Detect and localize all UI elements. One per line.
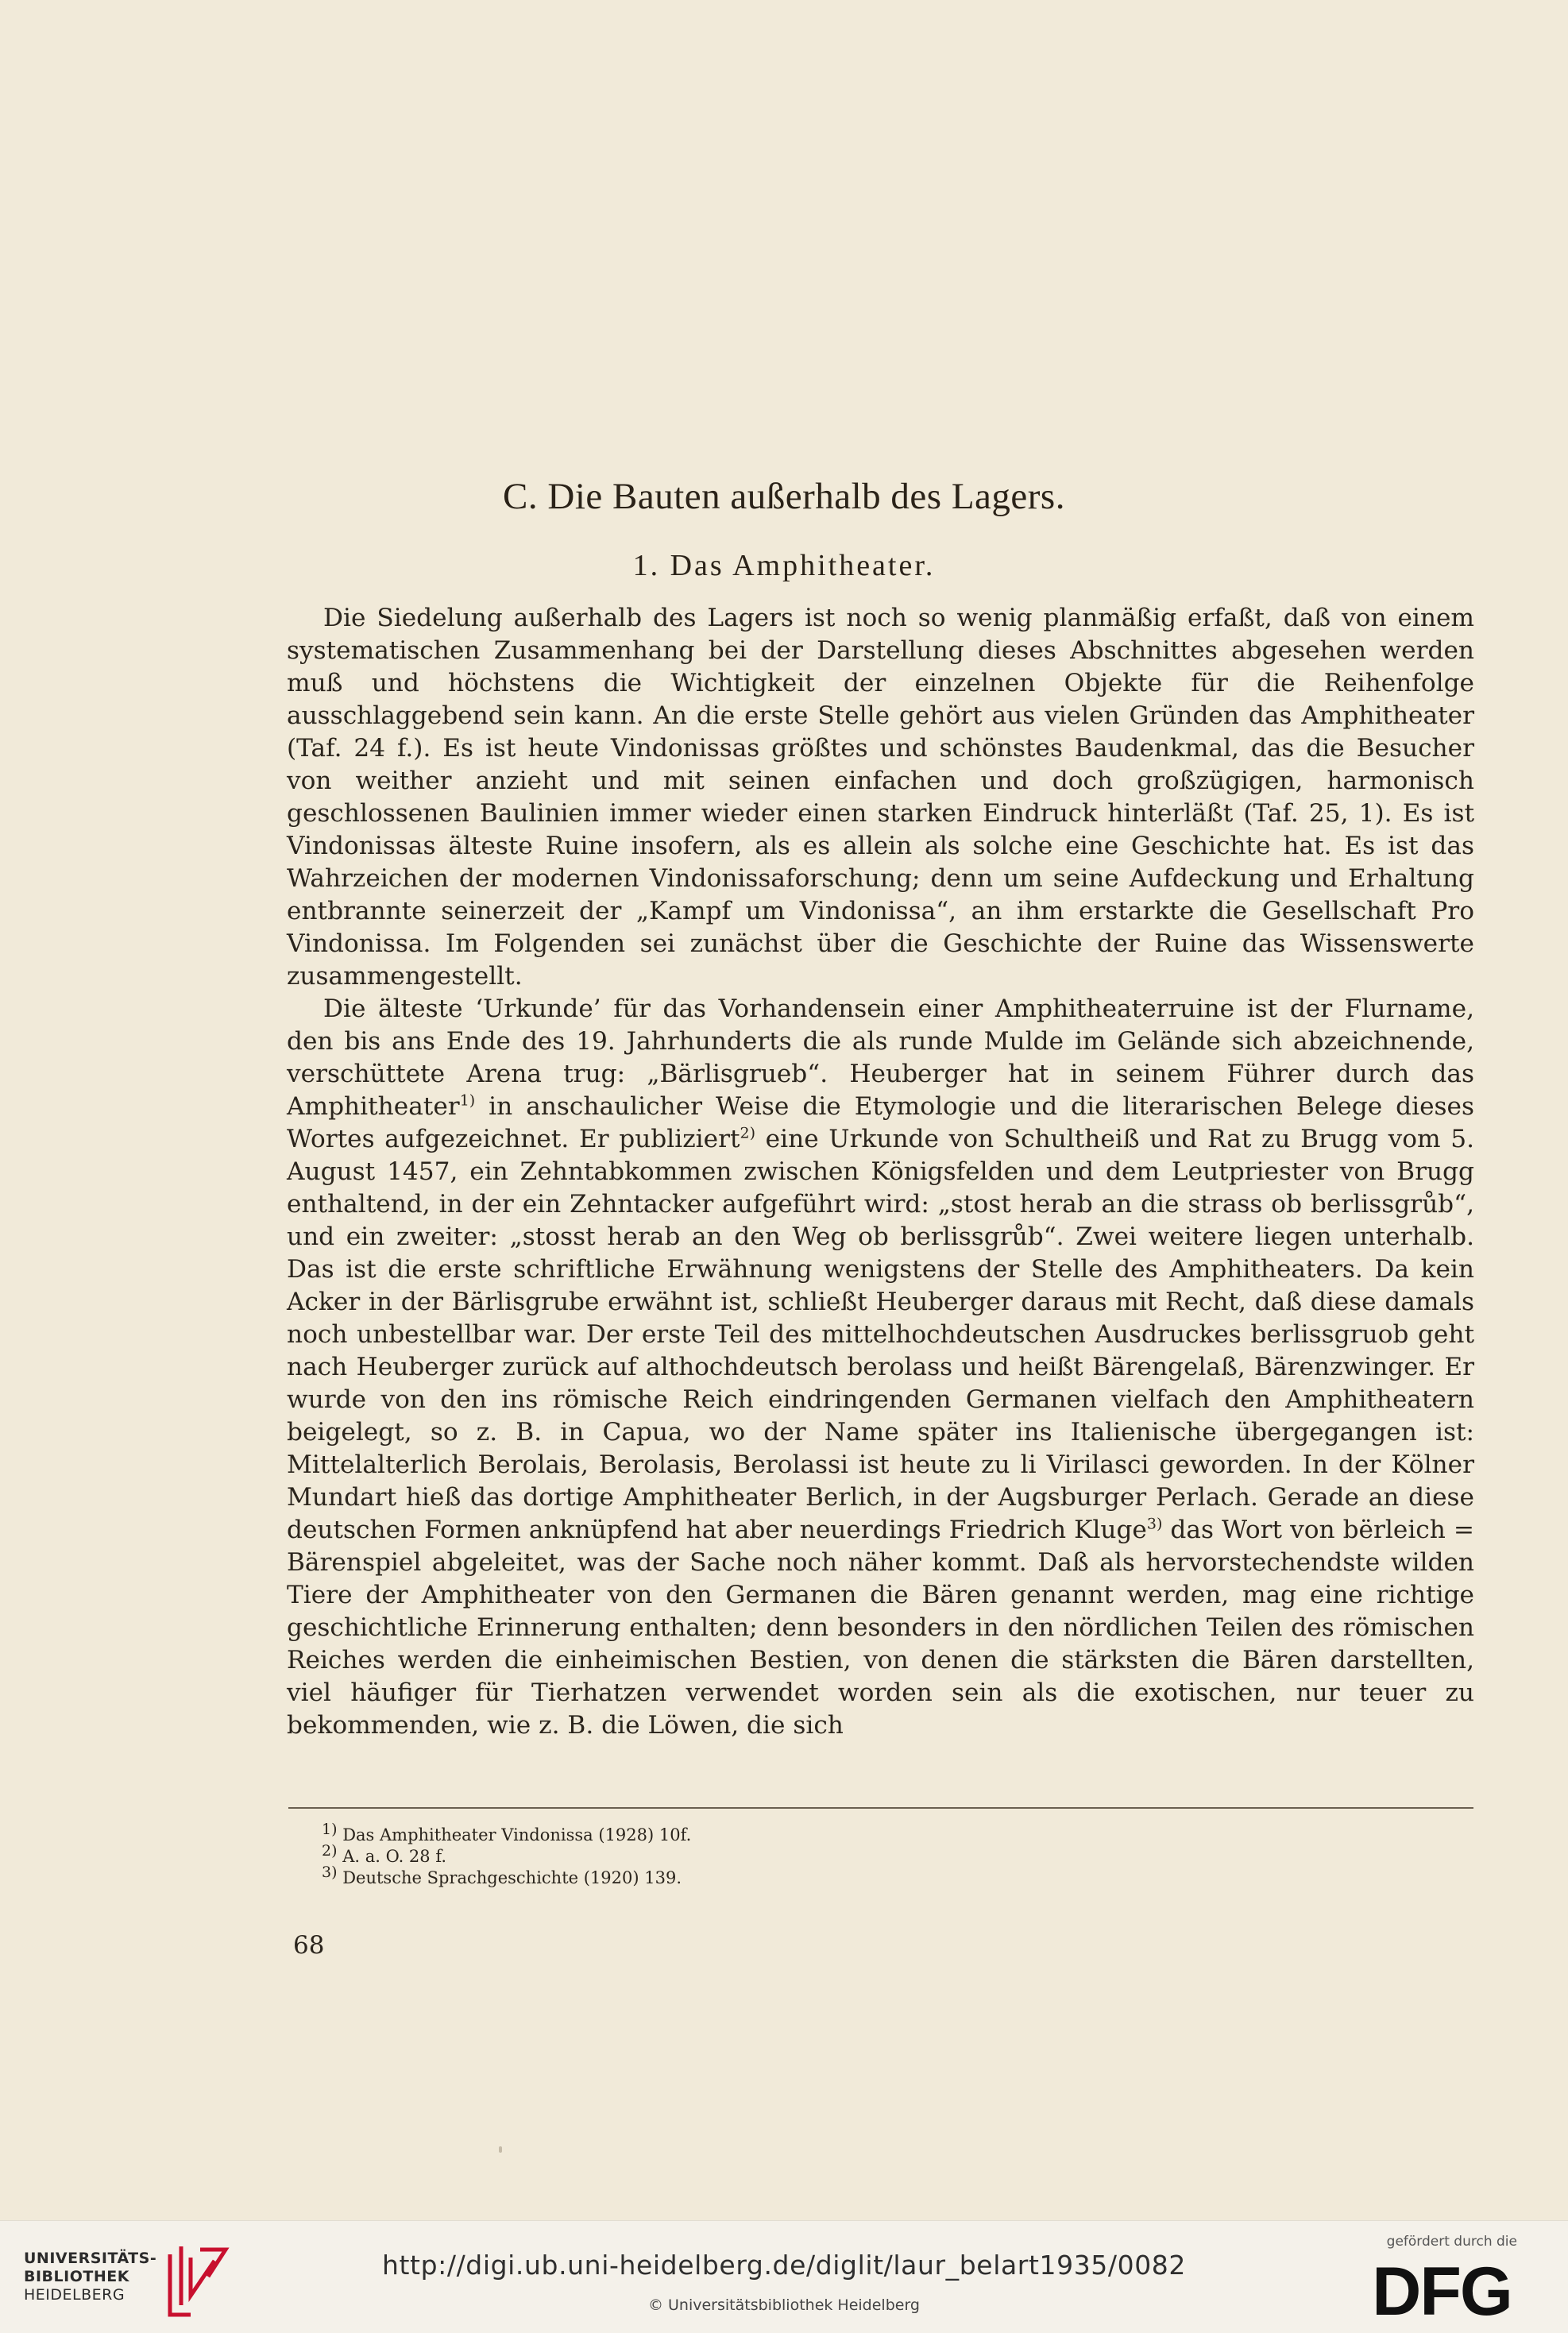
dfg-logo-icon xyxy=(1366,2254,1517,2323)
footnote-marker: 2) xyxy=(740,1124,756,1142)
footnote xyxy=(322,1821,692,1846)
text-run: Die älteste ‘Urkunde’ für das Vorhandensein einer Amphitheaterruine ist der Flurname, den bis ans Ende des 19. Jahrhunderts die als runde Mulde im Gelände sich abzeichnende, verschüttete Arena trug: „Bärlisgrueb“. Heuberger hat in seinem Führer durch das Amphitheater xyxy=(287,995,1474,1121)
library-name-line: HEIDELBERG xyxy=(24,2286,126,2304)
footnote-text: Deutsche Sprachgeschichte (1920) 139. xyxy=(342,1868,682,1887)
library-name-line: BIBLIOTHEK xyxy=(24,2268,129,2285)
paragraph: Die Siedelung außerhalb des Lagers ist noch so wenig planmäßig erfaßt, daß von einem systematischen Zusammenhang bei der Darstellung dieses Abschnittes abgesehen werden muß und höchstens die Wichtigkeit der einzelnen Objekte für die Reihenfolge ausschlaggebend sein kann. An die erste Stelle gehört aus vielen Gründen das Amphitheater (Taf. 24 f.). Es ist heute Vindonissas größtes und schönstes Baudenkmal, das die Besucher von weither anzieht und mit seinen einfachen und doch großzügigen, harmonisch geschlossenen Baulinien immer wieder einen starken Eindruck hinterläßt (Taf. 25, 1). Es ist Vindonissas älteste Ruine insofern, als es allein als solche eine Geschichte hat. Es ist das Wahrzeichen der modernen Vindonissaforschung; denn um seine Aufdeckung und Erhaltung entbrannte seinerzeit der „Kampf um Vindonissa“, an ihm erstarkte die Gesellschaft Pro Vindonissa. Im Folgenden sei zunächst über die Geschichte der Ruine das Wissenswerte zusammengestellt. xyxy=(287,604,1474,991)
footnote-text: Das Amphitheater Vindonissa (1928) 10f. xyxy=(342,1825,692,1844)
footnote-marker: 1) xyxy=(459,1091,476,1110)
footnote xyxy=(322,1864,691,1889)
scan-speck xyxy=(499,2146,502,2153)
footnote-marker: 3) xyxy=(1146,1515,1163,1533)
text-run: das Wort von bërleich = Bärenspiel abgeleitet, was der Sache noch näher kommt. Daß als hervorstechendste wilden Tiere der Amphitheater von den Germanen die Bären genannt werden, mag eine richtige geschichtliche Erinnerung enthalten; denn besonders in den nördlichen Teilen des römischen Reiches werden die einheimischen Bestien, von denen die stärksten die Bären darstellten, viel häufiger für Tierhatzen verwendet worden sein als die exotischen, nur teuer zu bekommenden, wie z. B. die Löwen, die sich xyxy=(287,1516,1474,1740)
footnotes xyxy=(322,1821,692,1889)
footnote-text: A. a. O. 28 f. xyxy=(342,1847,447,1866)
body-text xyxy=(287,602,1474,1742)
library-name-line: UNIVERSITÄTS- xyxy=(24,2250,157,2267)
text-run: in anschaulicher Weise die Etymologie und die literarischen Belege dieses Wortes aufgezeichnet. Er publiziert xyxy=(287,1092,1474,1153)
page-number: 68 xyxy=(293,1931,325,1960)
funding-label: gefördert durch die xyxy=(1386,2234,1517,2250)
chapter-heading: C. Die Bauten außerhalb des Lagers. xyxy=(503,476,1065,517)
dfg-logo-text: DFG xyxy=(1372,2254,1512,2323)
section-heading: 1. Das Amphitheater. xyxy=(632,549,936,582)
text-run: eine Urkunde von Schultheiß und Rat zu Brugg vom 5. August 1457, ein Zehntabkommen zwischen Königsfelden und dem Leutpriester von Brugg enthaltend, in der ein Zehntacker aufgeführt wird: „stost herab an die strass ob berlissgrůb“, und ein zweiter: „stosst herab an den Weg ob berlissgrůb“. Zwei weitere liegen unterhalb. Das ist die erste schriftliche Erwähnung wenigstens der Stelle des Amphitheaters. Da kein Acker in der Bärlisgrube erwähnt ist, schließt Heuberger daraus mit Recht, daß diese damals noch unbestellbar war. Der erste Teil des mittelhochdeutschen Ausdruckes berlissgruob geht nach Heuberger zurück auf althochdeutsch berolass und heißt Bärengelaß, Bärenzwinger. Er wurde von den ins römische Reich eindringenden Germanen vielfach den Amphitheatern beigelegt, so z. B. in Capua, wo der Name später ins Italienische übergegangen ist: Mittelalterlich Berolais, Berolasis, Berolassi ist heute zu li Virilasci geworden. In der Kölner Mundart hieß das dortige Amphitheater Berlich, in der Augsburger Perlach. Gerade an diese deutschen Formen anknüpfend hat aber neuerdings Friedrich Kluge xyxy=(287,1125,1474,1544)
footnote xyxy=(322,1842,691,1868)
permalink[interactable]: http://digi.ub.uni-heidelberg.de/diglit/laur_belart1935/0082 xyxy=(382,2250,1186,2281)
footnote-number: 3) xyxy=(322,1864,338,1881)
copyright-notice: © Universitätsbibliothek Heidelberg xyxy=(647,2296,920,2314)
footnote-number: 1) xyxy=(322,1821,338,1838)
footnote-divider xyxy=(288,1807,1473,1809)
footnote-number: 2) xyxy=(322,1842,338,1860)
paragraph xyxy=(287,993,1474,1742)
digitization-footer xyxy=(0,2220,1568,2333)
